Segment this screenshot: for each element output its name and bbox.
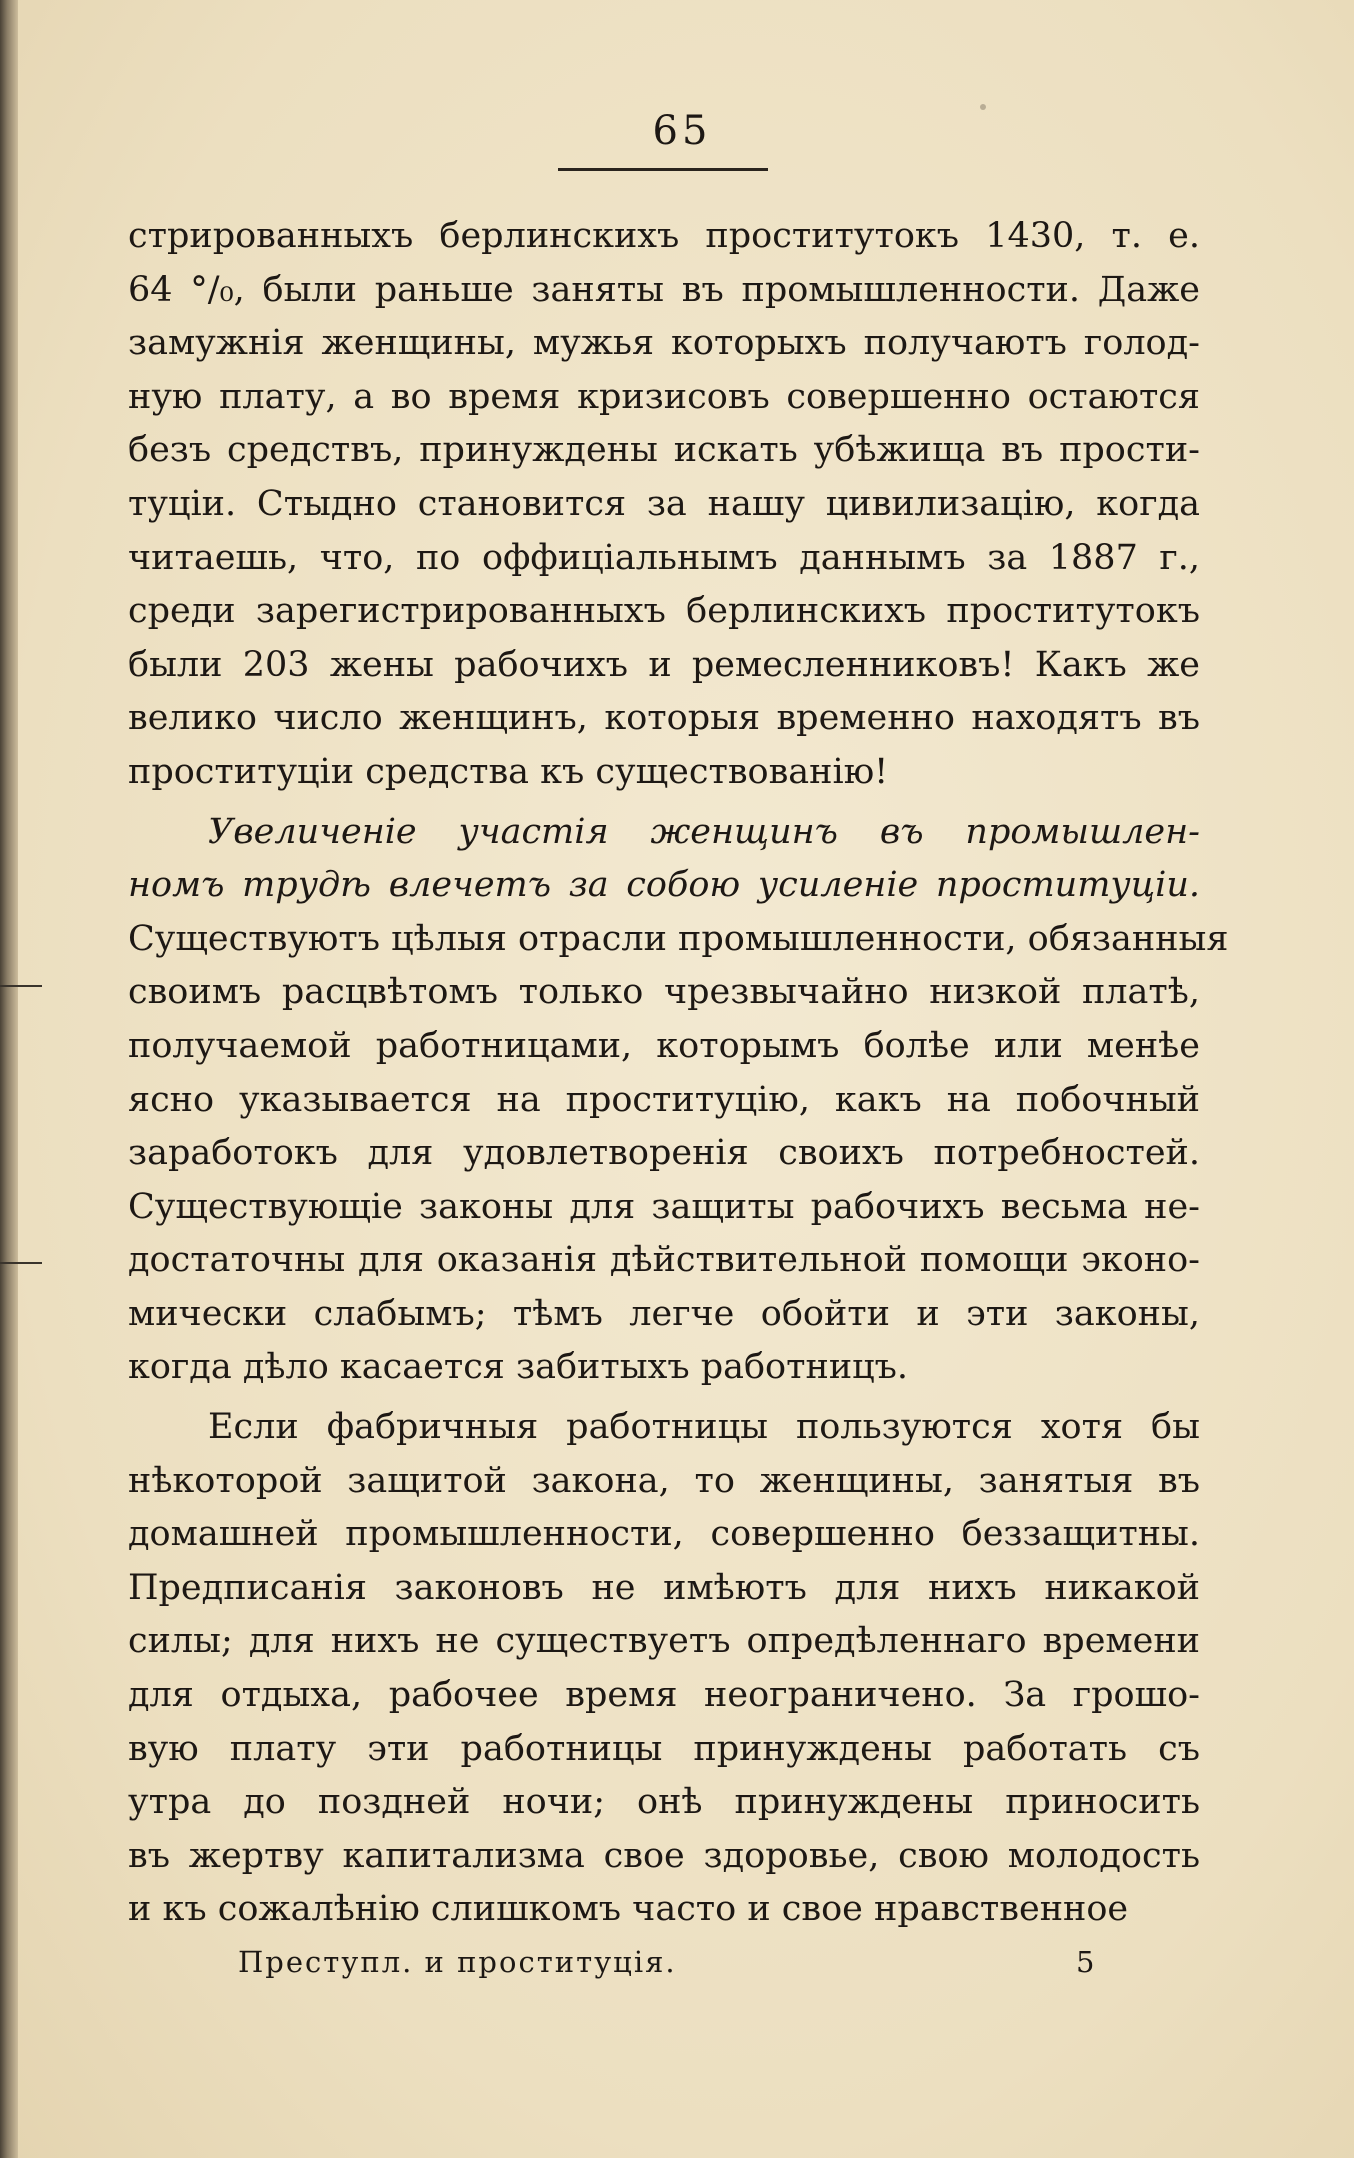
text-line: замужнія женщины, мужья которыхъ получаютъ голод- [128,323,1200,364]
text-line: домашней промышленности, совершенно беззащитны. [128,1514,1200,1555]
text-line: велико число женщинъ, которыя временно находятъ въ [128,698,1200,739]
text-line: стрированныхъ берлинскихъ проститутокъ 1430, т. е. [128,216,1200,256]
header-rule [558,168,768,171]
page-edge-mark [0,985,42,987]
text-line: номъ трудѣ влечетъ за собою усиленіе проституціи. [128,865,1200,906]
text-line: Существующіе законы для защиты рабочихъ весьма не- [128,1186,1200,1227]
printer-signature: Преступл. и проституція. [238,1945,677,1979]
text-line: утра до поздней ночи; онѣ принуждены приносить [128,1782,1200,1823]
text-line: ясно указывается на проституцію, какъ на побочный [128,1079,1200,1120]
text-line: ную плату, а во время кризисовъ совершенно остаются [128,376,1200,417]
text-line: силы; для нихъ не существуетъ опредѣленнаго времени [128,1621,1200,1662]
text-line: безъ средствъ, принуждены искать убѣжища въ прости- [128,430,1200,471]
text-line: Существуютъ цѣлыя отрасли промышленности, обязанныя [128,918,1229,959]
text-line: когда дѣло касается забитыхъ работницъ. [128,1347,909,1388]
text-line: проституціи средства къ существованію! [128,751,889,792]
text-line: получаемой работницами, которымъ болѣе или менѣе [128,1025,1200,1066]
paragraph [128,806,1229,1396]
text-line: заработокъ для удовлетворенія своихъ потребностей. [128,1133,1200,1174]
paragraph [128,1401,1200,1937]
signature-number: 5 [1076,1945,1095,1979]
text-line: для отдыха, рабочее время неограничено. За грошо- [128,1675,1200,1716]
text-line: Предписанія законовъ не имѣютъ для нихъ никакой [128,1567,1200,1608]
paragraph [128,210,1200,800]
text-line: своимъ расцвѣтомъ только чрезвычайно низкой платѣ, [128,972,1200,1013]
text-line: туціи. Стыдно становится за нашу цивилизацію, когда [128,483,1200,524]
text-line: мически слабымъ; тѣмъ легче обойти и эти законы, [128,1293,1200,1334]
page-number: 65 [652,108,712,154]
text-line: достаточны для оказанія дѣйствительной помощи эконо- [128,1240,1200,1281]
text-line: среди зарегистрированныхъ берлинскихъ проститутокъ [128,591,1200,632]
page-footer [0,1945,1354,1995]
text-line: Увеличеніе участія женщинъ въ промышлен- [208,811,1200,852]
text-line: въ жертву капитализма свое здоровье, свою молодость [128,1835,1200,1876]
page-edge-mark [0,1262,42,1264]
text-line: нѣкоторой защитой закона, то женщины, занятыя въ [128,1460,1200,1501]
text-line: читаешь, что, по оффиціальнымъ даннымъ за 1887 г., [128,537,1200,578]
book-spine-shadow [0,0,18,2158]
text-line: 64 °/₀, были раньше заняты въ промышленности. Даже [128,269,1200,310]
text-line: и къ сожалѣнію слишкомъ часто и свое нравственное [128,1889,1129,1930]
text-line: Если фабричныя работницы пользуются хотя бы [208,1407,1200,1448]
body-text [128,210,1229,1937]
text-line: вую плату эти работницы принуждены работать съ [128,1728,1200,1769]
text-line: были 203 жены рабочихъ и ремесленниковъ! Какъ же [128,644,1200,685]
page-header [0,108,1354,154]
